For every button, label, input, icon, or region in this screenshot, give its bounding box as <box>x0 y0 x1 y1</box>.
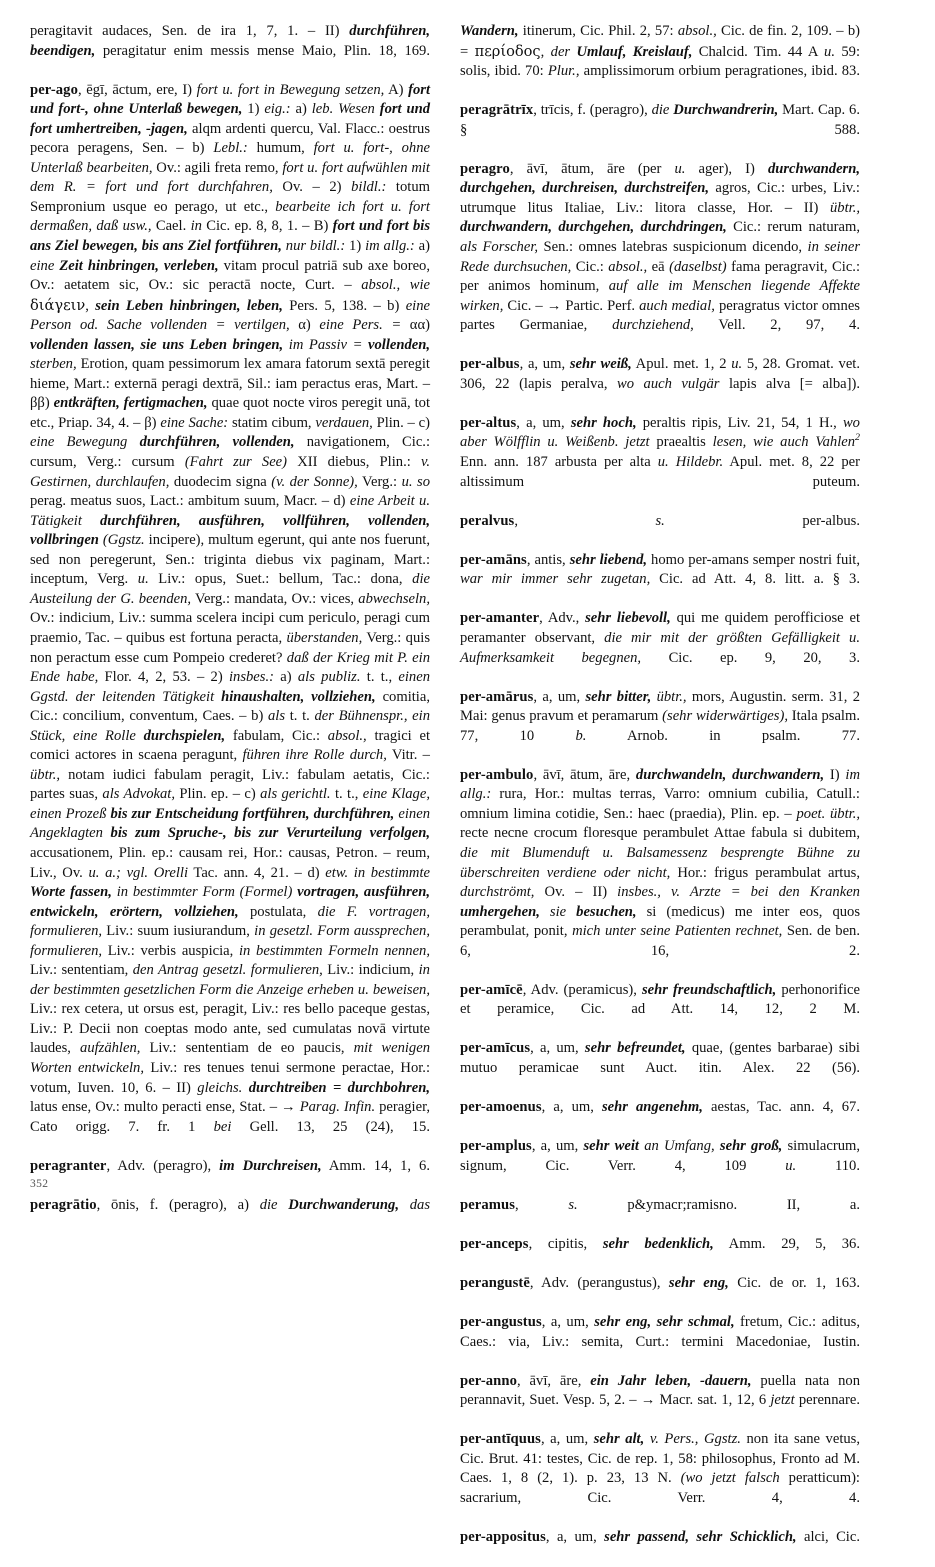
dictionary-entry: per-amīcus, a, um, sehr befreundet, quae, (gentes barbarae) sibi mutuo peramicae sunt Auct. itin. Alex. 22 (56). <box>460 1040 860 1076</box>
dictionary-entry: peramus, s. p&ymacr;ramisno. II, a. <box>460 1196 860 1213</box>
right-text-column <box>460 22 860 1567</box>
dictionary-entry: per-ambulo, āvī, ātum, āre, durchwandeln, durchwandern, I) im allg.: rura, Hor.: multas terras, Varro: omnium cubilia, Catull.: omnium limina cotidie, Sen.: haec (praedia), Plin. ep. – poet. übtr., recte necne crocum floresque perambulet Attae fabula si dubitem, die mit Blumenduft u. Balsamessenz besprengte Bühne zu überschreiten verdiene oder nicht, Hor.: frigus perambulat artus, durchströmt, Ov. – II) insbes., v. Arzte = bei den Kranken umhergehen, sie besuchen, si (medicus) me inter eos, quos perambulat, ponit, mich unter seine Patienten rechnet, Sen. de ben. 6, 16, 2. <box>460 766 861 959</box>
dictionary-entry: perangustē, Adv. (perangustus), sehr eng, Cic. de or. 1, 163. <box>460 1275 860 1291</box>
dictionary-entry: per-amāns, antis, sehr liebend, homo per-amans semper nostri fuit, war mir immer sehr zugetan, Cic. ad Att. 4, 8. litt. a. § 3. <box>460 551 861 588</box>
dictionary-entry: peralvus, s. per-albus. <box>460 512 860 529</box>
dictionary-entry: peragrātrīx, trīcis, f. (peragro), die Durchwandrerin, Mart. Cap. 6. § 588. <box>460 102 860 138</box>
dictionary-entry: per-amoenus, a, um, sehr angenehm, aestas, Tac. ann. 4, 67. <box>460 1099 860 1116</box>
dictionary-entry: peragrātio, ōnis, f. (peragro), a) die Durchwanderung, das <box>30 1196 431 1213</box>
dictionary-entry: per-appositus, a, um, sehr passend, sehr Schicklich, alci, Cic. <box>460 1529 860 1546</box>
page-number: 352 <box>30 1178 49 1190</box>
two-column-layout <box>30 22 905 1567</box>
dictionary-entry: per-antīquus, a, um, sehr alt, v. Pers., Ggstz. non ita sane vetus, Cic. Brut. 41: testes, Cic. de rep. 1, 58: philosophus, Fronto ad M. Caes. 1, 8 (2, 1). p. 23, 13 N. (wo jetzt falsch peratticum): sacrarium, Cic. Verr. 4, 4. <box>460 1431 860 1507</box>
dictionary-entry: per-altus, a, um, sehr hoch, peraltis ripis, Liv. 21, 54, 1 H., wo aber Wölfflin u. Weißenb. jetzt praealtis lesen, wie auch Vahlen$^2$ Enn. ann. 187 arbusta per alta u. Hildebr. Apul. met. 8, 22 per altissimum puteum. <box>460 414 861 490</box>
left-text-column <box>30 22 430 1235</box>
dictionary-entry: per-angustus, a, um, sehr eng, sehr schmal, fretum, Cic.: aditus, Caes.: via, Liv.: semita, Curt.: termini Macedoniae, Iustin. <box>460 1314 860 1350</box>
dictionary-entry: per-amanter, Adv., sehr liebevoll, qui me quidem perofficiose et peramanter observant, die mir mit der größten Gefälligkeit u. Aufmerksamkeit begegnen, Cic. ep. 9, 20, 3. <box>460 610 861 666</box>
dictionary-entry: Wandern, itinerum, Cic. Phil. 2, 57: absol., Cic. de fin. 2, 109. – b) = περίοδος, der Umlauf, Kreislauf, Chalcid. Tim. 44 A u. 59: solis, ibid. 70: Plur., amplissimorum orbium peragrationes, ibid. 83. <box>460 23 861 80</box>
dictionary-entry: per-ago, ēgī, āctum, ere, I) fort u. fort in Bewegung setzen, A) fort und fort-, ohne Unterlaß bewegen, 1) eig.: a) leb. Wesen fort und fort umhertreiben, -jagen, alqm ardenti quercu, Val. Flacc.: oestrus pecora peragens, Sen. – b) Lebl.: humum, fort u. fort-, ohne Unterlaß bearbeiten, Ov.: agili freta remo, fort u. fort aufwühlen mit dem R. = fort und fort durchfahren, Ov. – 2) bildl.: totum Sempronium usque eo perago, ut etc., bearbeite ich fort u. fort dermaßen, daß usw., Cael. in Cic. ep. 8, 8, 1. – B) fort und fort bis ans Ziel bewegen, bis ans Ziel fortführen, nur bildl.: 1) im allg.: a) eine Zeit hinbringen, verleben, vitam procul patriā sub axe boreo, Ov.: aetatem sic, Ov.: sic peractā nocte, Curt. – absol., wie διάγειν, sein Leben hinbringen, leben, Pers. 5, 138. – b) eine Person od. Sache vollenden = vertilgen, α) eine Pers. = αα) vollenden lassen, sie uns Leben bringen, im Passiv = vollenden, sterben, Erotion, quam pessimorum lex amara fatorum sextā peregit hieme, Mart.: externā peragi dextrā, Sil.: iam peractus eras, Mart. – ββ) entkräften, fertigmachen, quae quot nocte viros peregit unā, tot etc., Priap. 34, 4. – β) eine Sache: statim cibum, verdauen, Plin. – c) eine Bewegung durchführen, vollenden, navigationem, Cic.: cursum, Verg.: cursum (Fahrt zur See) XII diebus, Plin.: v. Gestirnen, durchlaufen, duodecim signa (v. der Sonne), Verg.: u. so perag. meatus suos, Lact.: ambitum suum, Macr. – d) eine Arbeit u. Tätigkeit durchführen, ausführen, vollführen, vollenden, vollbringen (Ggstz. incipere), multum egerunt, qui ante nos fuerunt, sed non peregerunt, Sen.: triginta diebus vix paginam, Mart.: inceptum, Verg. u. Liv.: opus, Suet.: bellum, Tac.: dona, die Austeilung der G. beenden, Verg.: mandata, Ov.: vices, abwechseln, Ov.: indicium, Liv.: summa scelera incipi cum periculo, peragi cum praemio, Tac. – quibus est fortuna peracta, überstanden, Verg.: quis non peractum esse cum Pompeio crederet? daß der Krieg mit P. ein Ende habe, Flor. 4, 2, 53. – 2) insbes.: a) als publiz. t. t., einen Ggstd. der leitenden Tätigkeit hinaushalten, vollziehen, comitia, Cic.: concilium, conventum, Caes. – b) als t. t. der Bühnenspr., ein Stück, eine Rolle durchspielen, fabulam, Cic.: absol., tragici et comici actores in scaena peragunt, führen ihre Rolle durch, Vitr. – übtr., notam iudici fabulam peragit, Liv.: fabulam aetatis, Cic.: partes suas, als Advokat, Plin. ep. – c) als gerichtl. t. t., eine Klage, einen Prozeß bis zur Entscheidung fortführen, durchführen, einen Angeklagten bis zum Spruche-, bis zur Verurteilung verfolgen, accusationem, Plin. ep.: causam rei, Hor.: causas, Petron. – reum, Liv., Ov. u. a.; vgl. Orelli Tac. ann. 4, 21. – d) etw. in bestimmte Worte fassen, in bestimmter Form (Formel) vortragen, ausführen, entwickeln, erörtern, vollziehen, postulata, die F. vortragen, formulieren, Liv.: suum iusiurandum, in gesetzl. Form aussprechen, formulieren, Liv.: verbis auspicia, in bestimmten Formeln nennen, Liv.: sententiam, den Antrag gesetzl. formulieren, Liv.: indicium, in der bestimmten gesetzlichen Form die Anzeige erheben u. beweisen, Liv.: rex cetera, ut orsus est, peragit, Liv.: res bello paceque gestas, Liv.: P. Decii non coeptas modo ante, sed cumulatas novā virtute laudes, aufzählen, Liv.: sententiam de eo paucis, mit wenigen Worten entwickeln, Liv.: res tenues tenui sermone peractae, Hor.: votum, Iuven. 10, 6. – II) gleichs. durchtreiben = durchbohren, latus ense, Ov.: multo peracti ense, Stat. – → Parag. Infin. peragier, Cato origg. 7. fr. 1 bei Gell. 13, 25 (24), 15. <box>30 81 431 1135</box>
dictionary-entry: per-amārus, a, um, sehr bitter, übtr., mors, Augustin. serm. 31, 2 Mai: genus pravum et peramarum (sehr widerwärtiges), Itala psalm. 77, 10 b. Arnob. in psalm. 77. <box>460 688 860 744</box>
dictionary-entry: per-anceps, cipitis, sehr bedenklich, Amm. 29, 5, 36. <box>460 1235 860 1252</box>
dictionary-entry: per-amplus, a, um, sehr weit an Umfang, sehr groß, simulacrum, signum, Cic. Verr. 4, 109 u. 110. <box>460 1138 861 1174</box>
dictionary-entry: peragitavit audaces, Sen. de ira 1, 7, 1. – II) durchführen, beendigen, peragitatur enim messis mense Maio, Plin. 18, 169. <box>30 23 430 59</box>
dictionary-entry: per-amīcē, Adv. (peramicus), sehr freundschaftlich, perhonorifice et peramice, Cic. ad Att. 14, 12, 2 M. <box>460 981 860 1018</box>
dictionary-entry: peragro, āvī, ātum, āre (per u. ager), I) durchwandern, durchgehen, durchreisen, durchstreifen, agros, Cic.: urbes, Liv.: utrumque litus Italiae, Liv.: litora classe, Hor. – II) übtr., durchwandern, durchgehen, durchdringen, Cic.: rerum naturam, als Forscher, Sen.: omnes latebras suspicionum dicendo, in seiner Rede durchsuchen, Cic.: absol., eā (daselbst) fama peragravit, Cic.: per animos hominum, auf alle im Menschen liegende Affekte wirken, Cic. – → Partic. Perf. auch medial, peragratus victor omnes partes Germaniae, durchziehend, Vell. 2, 97, 4. <box>460 160 861 334</box>
dictionary-entry: per-albus, a, um, sehr weiß, Apul. met. 1, 2 u. 5, 28. Gromat. vet. 306, 22 (lapis peralva, wo auch vulgär lapis alva [= alba]). <box>460 356 860 392</box>
dictionary-entry: peragranter, Adv. (peragro), im Durchreisen, Amm. 14, 1, 6. <box>30 1157 430 1174</box>
dictionary-entry: per-anno, āvī, āre, ein Jahr leben, -dauern, puella nata non perannavit, Suet. Vesp. 5, 2. – → Macr. sat. 1, 12, 6 jetzt perennare. <box>460 1372 860 1409</box>
